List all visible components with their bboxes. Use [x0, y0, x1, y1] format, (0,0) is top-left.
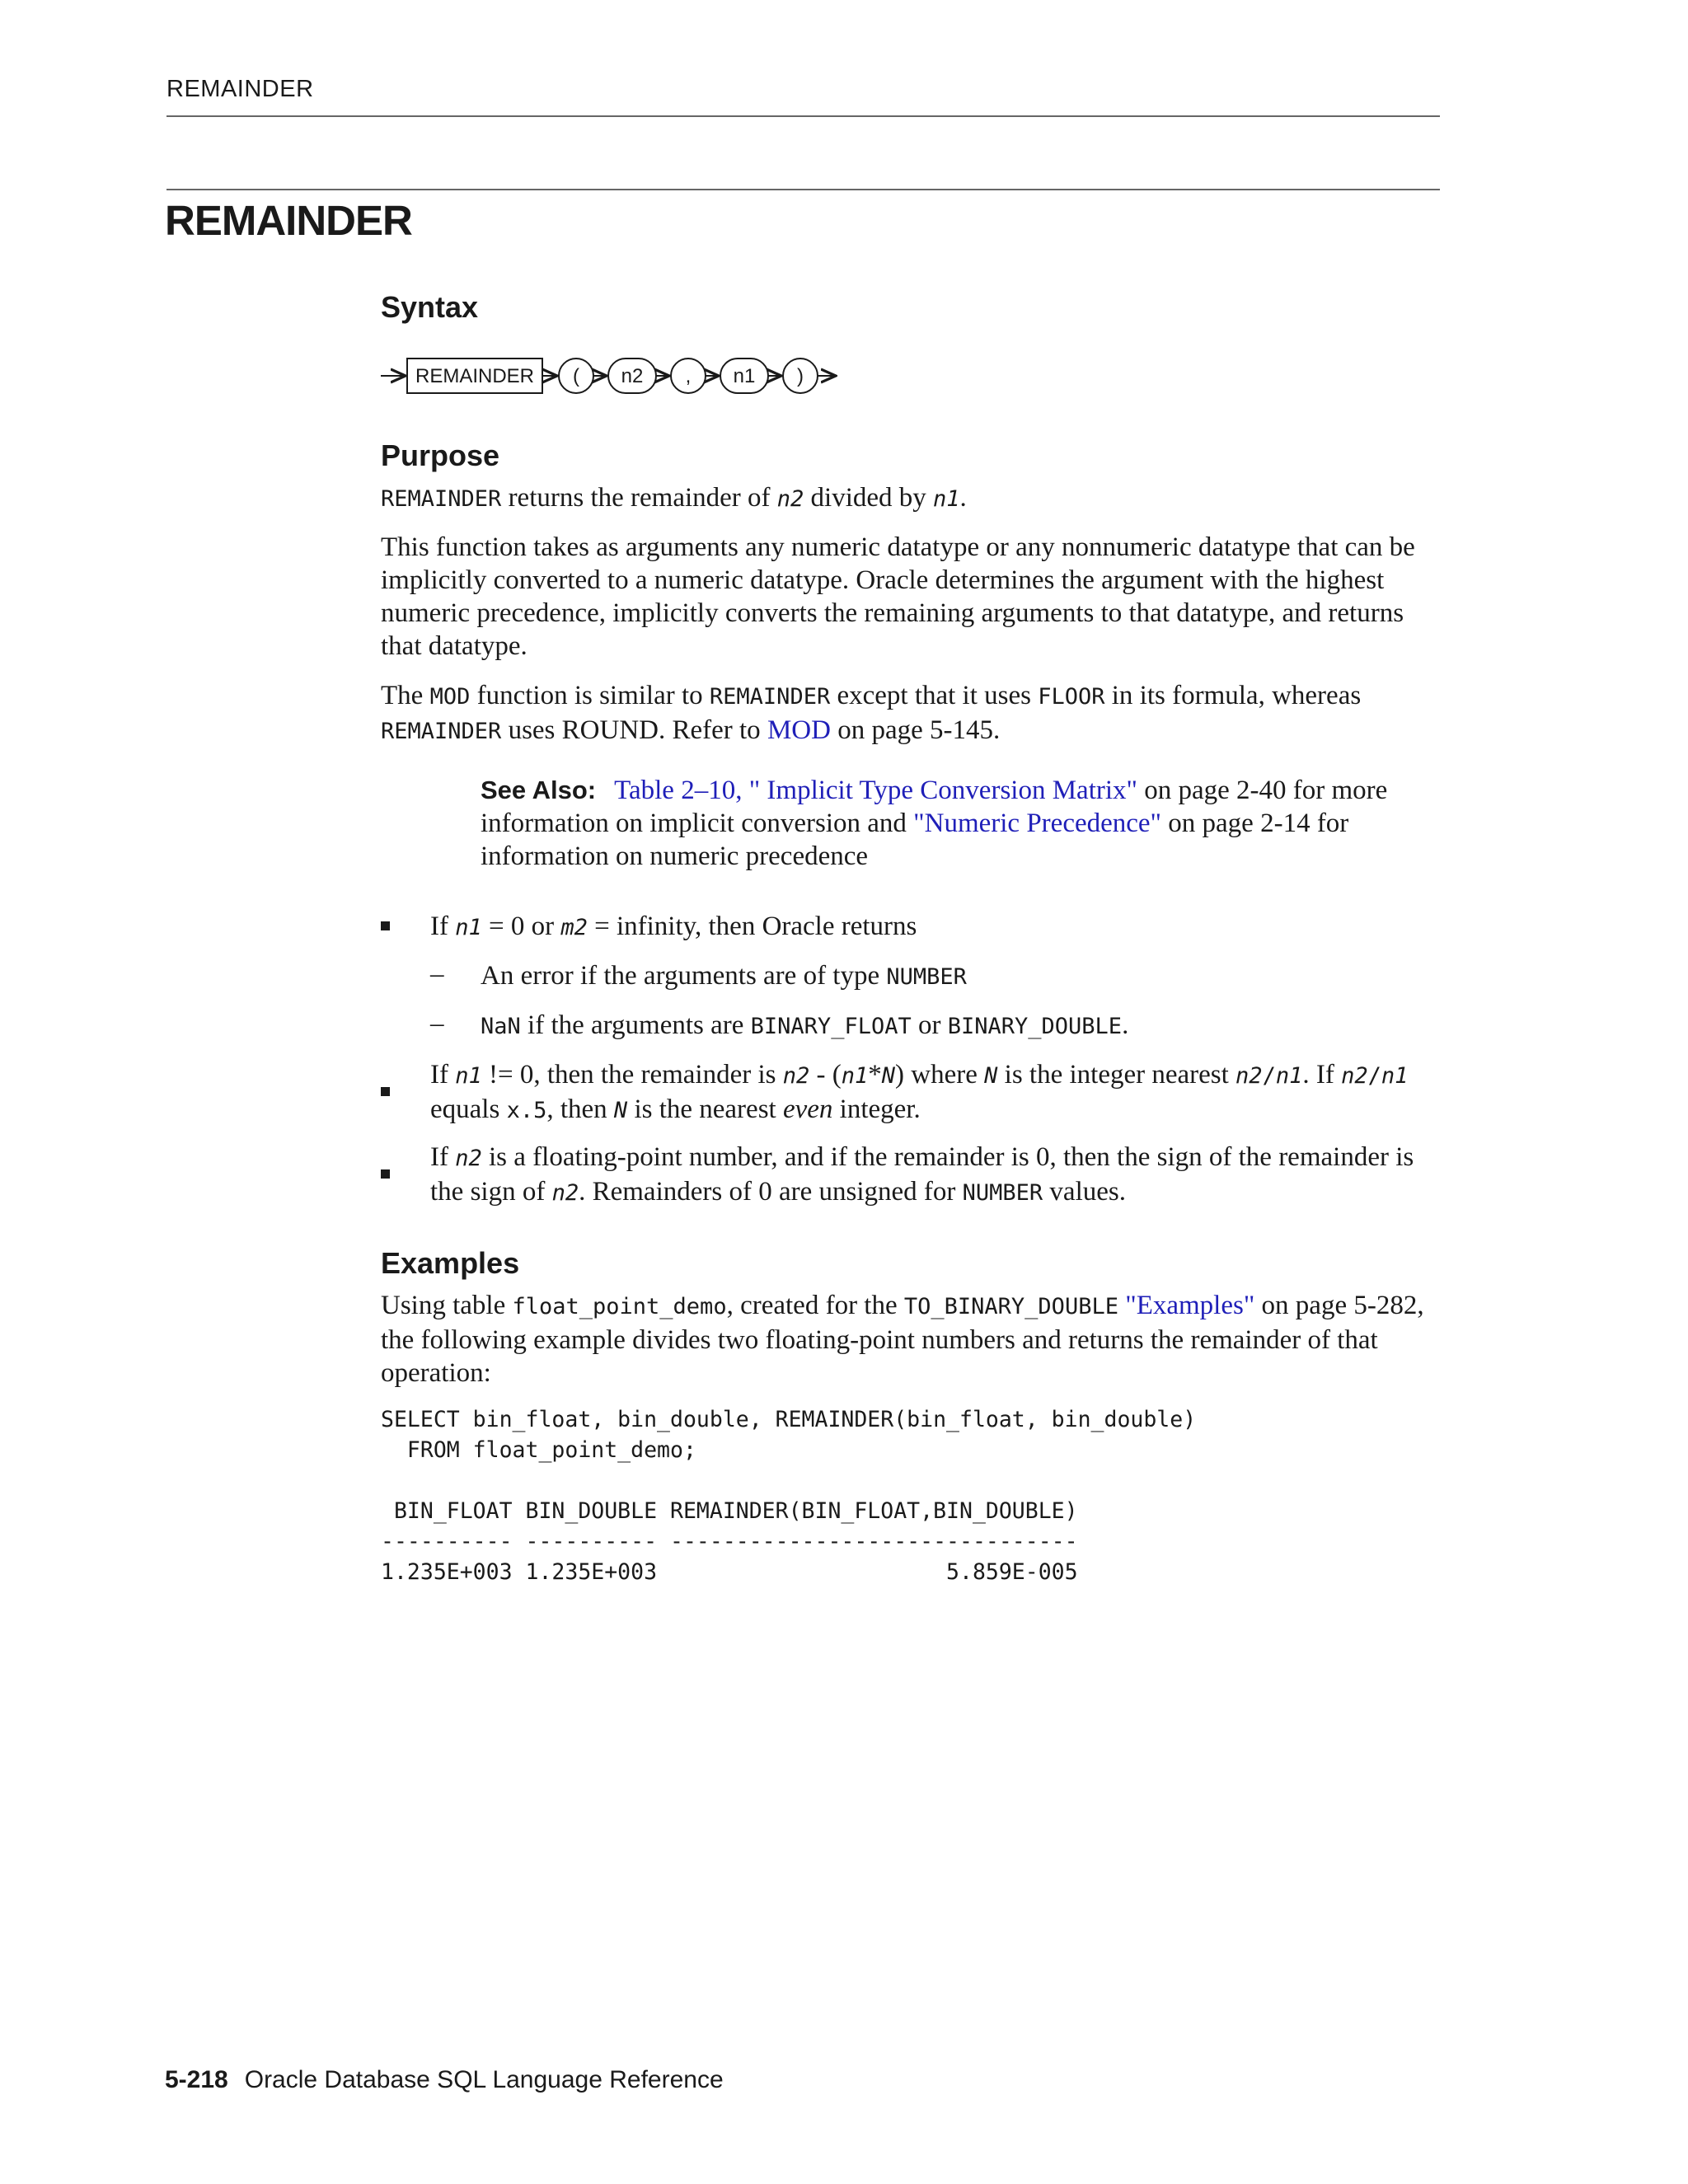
syntax-comma: ,: [685, 365, 692, 387]
bullet-item-3: If n2 is a floating-point number, and if the remainder is 0, then the sign of the remainder is the sign of n2. Remainders of 0 are unsigned for NUMBER values.: [430, 1142, 1414, 1207]
title-rule: [166, 189, 1440, 190]
book-title: Oracle Database SQL Language Reference: [244, 2066, 724, 2093]
purpose-paragraph-1: REMAINDER returns the remainder of n2 divided by n1.: [381, 483, 967, 513]
page-title: REMAINDER: [165, 197, 412, 244]
dash-marker: –: [430, 1009, 444, 1038]
purpose-heading: Purpose: [381, 438, 500, 472]
conversion-matrix-link[interactable]: Table 2–10, " Implicit Type Conversion Matrix": [614, 776, 1137, 805]
header-rule: [166, 115, 1440, 117]
purpose-paragraph-2: This function takes as arguments any numeric datatype or any nonnumeric datatype that can be implicitly converted to a numeric datatype. Oracle determines the argument with the highest numeric precedence, implicitly converts the remaining arguments to that datatype, and returns that datatype.: [381, 532, 1415, 661]
syntax-arg-n1: n1: [733, 365, 756, 387]
examples-paragraph: Using table float_point_demo, created for the TO_BINARY_DOUBLE "Examples" on page 5-282, the following example divides two floating-point numbers and returns the remainder of that operation:: [381, 1291, 1424, 1388]
sub-item-1: An error if the arguments are of type NUMBER: [481, 961, 967, 991]
code-example: SELECT bin_float, bin_double, REMAINDER(bin_float, bin_double) FROM float_point_demo; BIN_FLOAT BIN_DOUBLE REMAINDER(BIN_FLOAT,BIN_DOUBLE) ---------- ---------- ------------------------------- 1.235E+003 1.235E+003 5.859E-005: [381, 1407, 1197, 1585]
syntax-arg-n2: n2: [621, 365, 644, 387]
see-also-note: See Also: Table 2–10, " Implicit Type Conversion Matrix" on page 2-40 for more information on implicit conversion and "Numeric Precedence" on page 2-14 for information on numeric precedence: [481, 776, 1388, 871]
syntax-keyword: REMAINDER: [415, 365, 535, 387]
bullet-item-1: If n1 = 0 or m2 = infinity, then Oracle returns: [430, 912, 917, 941]
examples-link[interactable]: "Examples": [1125, 1291, 1255, 1320]
bullet-item-2: If n1 != 0, then the remainder is n2 - (n1*N) where N is the integer nearest n2/n1. If n2/n1 equals x.5, then N is the nearest even integer.: [430, 1060, 1409, 1124]
dash-marker: –: [430, 959, 444, 989]
see-also-label: See Also:: [481, 776, 597, 804]
syntax-diagram: [381, 354, 842, 397]
syntax-heading: Syntax: [381, 290, 479, 324]
page-number: 5-218: [165, 2066, 228, 2093]
syntax-open-paren: (: [573, 365, 579, 387]
syntax-close-paren: ): [797, 365, 804, 387]
purpose-paragraph-3: The MOD function is similar to REMAINDER except that it uses FLOOR in its formula, whereas REMAINDER uses ROUND. Refer to MOD on page 5-145.: [381, 681, 1362, 745]
running-header: REMAINDER: [166, 76, 314, 102]
mod-link[interactable]: MOD: [767, 715, 831, 745]
examples-heading: Examples: [381, 1246, 520, 1280]
sub-item-2: NaN if the arguments are BINARY_FLOAT or BINARY_DOUBLE.: [481, 1010, 1129, 1040]
numeric-precedence-link[interactable]: "Numeric Precedence": [913, 808, 1162, 838]
page-footer: [165, 2066, 724, 2094]
